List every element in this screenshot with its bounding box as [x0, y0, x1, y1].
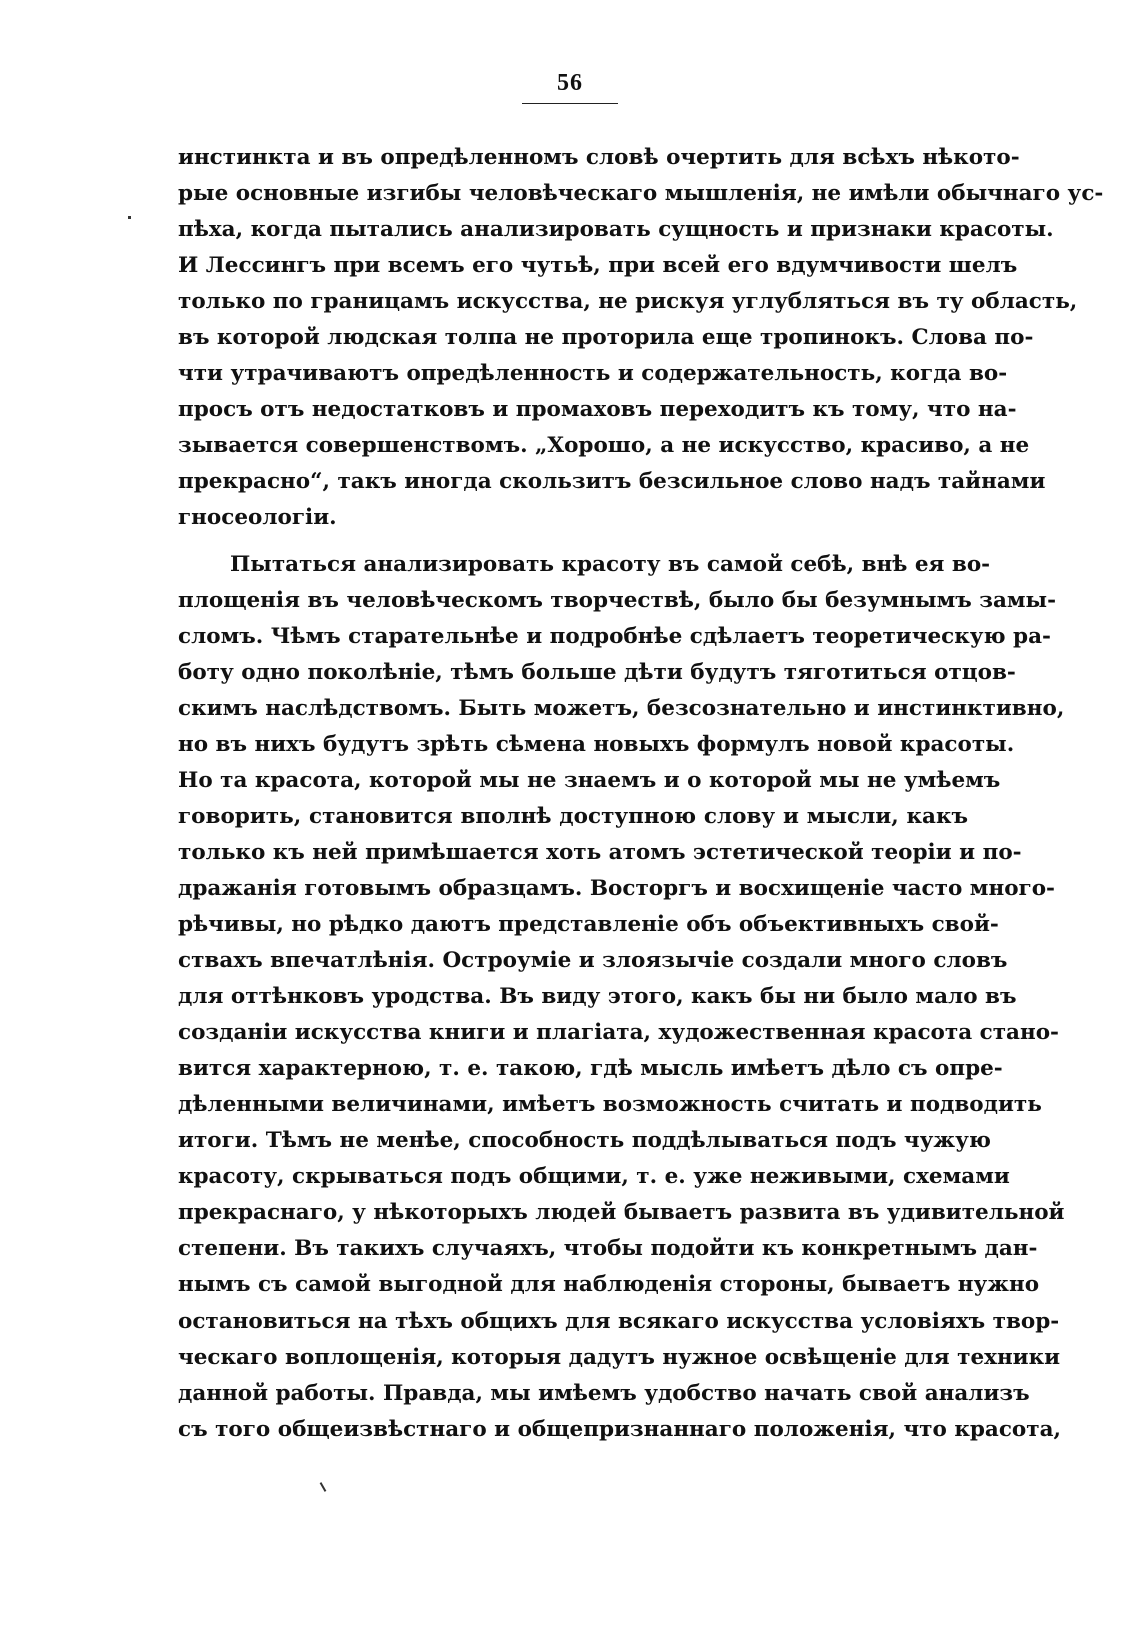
text-line: говорить, становится вполнѣ доступною слову и мысли, какъ	[178, 803, 968, 829]
page-number: 56	[557, 70, 583, 96]
text-line: итоги. Тѣмъ не менѣе, способность поддѣлываться подъ чужую	[178, 1128, 991, 1154]
text-line: дѣленными величинами, имѣетъ возможность считать и подводить	[178, 1092, 1042, 1118]
text-line: но въ нихъ будутъ зрѣть сѣмена новыхъ формулъ новой красоты.	[178, 731, 1015, 757]
scan-speck	[320, 1482, 327, 1492]
text-line: прекраснаго, у нѣкоторыхъ людей бываетъ развита въ удивительной	[178, 1200, 1065, 1226]
text-line: прекрасно“, такъ иногда скользитъ безсильное слово надъ тайнами	[178, 469, 1046, 495]
text-line: вится характерною, т. е. такою, гдѣ мысль имѣетъ дѣло съ опре-	[178, 1056, 1003, 1082]
text-line: пѣха, когда пытались анализировать сущность и признаки красоты.	[178, 217, 1054, 243]
text-line: дражанія готовымъ образцамъ. Восторгъ и восхищеніе часто много-	[178, 875, 1055, 901]
scan-speck	[128, 216, 131, 219]
text-line: созданіи искусства книги и плагіата, художественная красота стано-	[178, 1020, 1059, 1046]
text-line: съ того общеизвѣстнаго и общепризнаннаго положенія, что красота,	[178, 1416, 1061, 1442]
text-line: боту одно поколѣніе, тѣмъ больше дѣти будутъ тяготиться отцов-	[178, 659, 1016, 685]
text-line: данной работы. Правда, мы имѣемъ удобство начать свой анализъ	[178, 1380, 1030, 1406]
text-line: ческаго воплощенія, которыя дадутъ нужное освѣщеніе для техники	[178, 1344, 1061, 1370]
page-number-rule	[522, 103, 618, 104]
text-line: Пытаться анализировать красоту въ самой себѣ, внѣ ея во-	[230, 551, 991, 577]
text-line: ствахъ впечатлѣнія. Остроуміе и злоязычіе создали много словъ	[178, 948, 1008, 974]
text-line: нымъ съ самой выгодной для наблюденія стороны, бываетъ нужно	[178, 1272, 1040, 1298]
text-line: Но та красота, которой мы не знаемъ и о которой мы не умѣемъ	[178, 767, 1001, 793]
text-line: инстинкта и въ опредѣленномъ словѣ очертить для всѣхъ нѣкото-	[178, 145, 1020, 170]
text-line: площенія въ человѣческомъ творчествѣ, было бы безумнымъ замы-	[178, 587, 1057, 613]
text-line: чти утрачиваютъ опредѣленность и содержательность, когда во-	[178, 361, 1008, 387]
text-line: зывается совершенствомъ. „Хорошо, а не искусство, красиво, а не	[178, 433, 1030, 459]
text-line: только по границамъ искусства, не рискуя углубляться въ ту область,	[178, 289, 1078, 315]
body-text	[178, 140, 1104, 1448]
text-line: сломъ. Чѣмъ старательнѣе и подробнѣе сдѣлаетъ теоретическую ра-	[178, 623, 1051, 649]
text-line: въ которой людская толпа не проторила еще тропинокъ. Слова по-	[178, 325, 1034, 351]
paragraph	[178, 547, 1065, 1448]
text-line: для оттѣнковъ уродства. Въ виду этого, какъ бы ни было мало въ	[178, 984, 1017, 1010]
text-line: степени. Въ такихъ случаяхъ, чтобы подойти къ конкретнымъ дан-	[178, 1236, 1038, 1262]
text-line: скимъ наслѣдствомъ. Быть можетъ, безсознательно и инстинктивно,	[178, 695, 1065, 721]
text-line: И Лессингъ при всемъ его чутьѣ, при всей его вдумчивости шелъ	[178, 253, 1018, 279]
text-line: остановиться на тѣхъ общихъ для всякаго искусства условіяхъ твор-	[178, 1308, 1060, 1334]
text-line: просъ отъ недостатковъ и промаховъ переходитъ къ тому, что на-	[178, 397, 1017, 423]
paragraph	[178, 140, 1104, 537]
paragraph-gap	[178, 537, 968, 547]
text-line: красоту, скрываться подъ общими, т. е. уже неживыми, схемами	[178, 1164, 1010, 1190]
text-line: рѣчивы, но рѣдко даютъ представленіе объ объективныхъ свой-	[178, 911, 999, 937]
text-line: только къ ней примѣшается хоть атомъ эстетической теоріи и по-	[178, 839, 1022, 865]
text-line: рые основные изгибы человѣческаго мышленія, не имѣли обычнаго ус-	[178, 181, 1104, 207]
text-line: гносеологіи.	[178, 505, 337, 531]
